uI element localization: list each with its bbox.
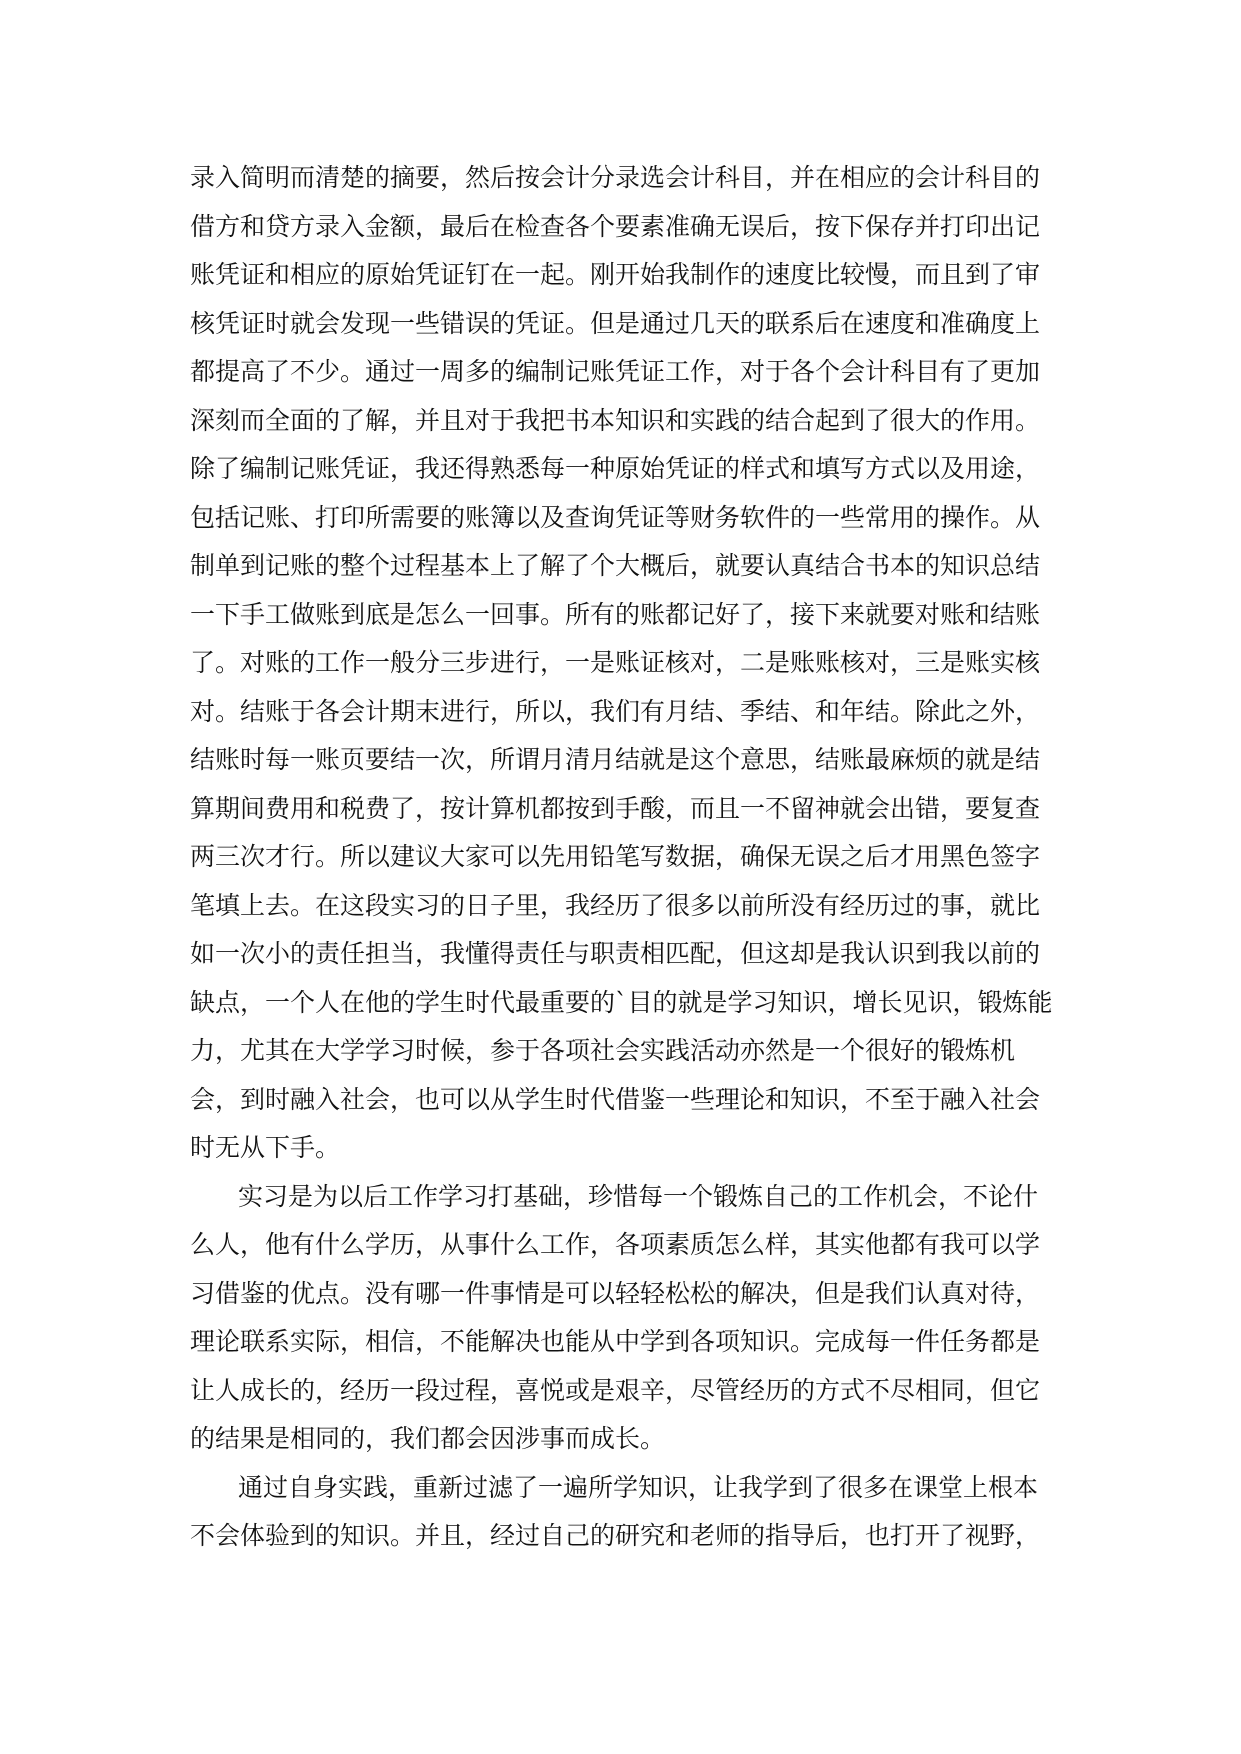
text-line: 核凭证时就会发现一些错误的凭证。但是通过几天的联系后在速度和准确度上 — [190, 308, 1041, 338]
text-line: 如一次小的责任担当，我懂得责任与职责相匹配，但这却是我认识到我以前的 — [190, 939, 1041, 968]
text-line: 一下手工做账到底是怎么一回事。所有的账都记好了，接下来就要对账和结账 — [190, 599, 1041, 629]
paragraph-first-line: 通过自身实践，重新过滤了一遍所学知识，让我学到了很多在课堂上根本 — [238, 1472, 1039, 1502]
document-body — [190, 154, 1053, 1561]
text-line: 借方和贷方录入金额，最后在检查各个要素准确无误后，按下保存并打印出记 — [190, 211, 1041, 241]
text-line: 账凭证和相应的原始凭证钉在一起。刚开始我制作的速度比较慢，而且到了审 — [190, 260, 1041, 289]
text-line: 包括记账、打印所需要的账簿以及查询凭证等财务软件的一些常用的操作。从 — [190, 502, 1041, 532]
text-line: 让人成长的，经历一段过程，喜悦或是艰辛，尽管经历的方式不尽相同，但它 — [190, 1375, 1041, 1405]
text-line: 不会体验到的知识。并且，经过自己的研究和老师的指导后，也打开了视野， — [190, 1521, 1041, 1550]
paragraph-first-line: 实习是为以后工作学习打基础，珍惜每一个锻炼自己的工作机会，不论什 — [238, 1181, 1039, 1211]
text-line: 深刻而全面的了解，并且对于我把书本知识和实践的结合起到了很大的作用。 — [190, 405, 1041, 435]
text-line: 习借鉴的优点。没有哪一件事情是可以轻轻松松的解决，但是我们认真对待， — [190, 1278, 1041, 1308]
text-line: 结账时每一账页要结一次，所谓月清月结就是这个意思，结账最麻烦的就是结 — [190, 745, 1041, 774]
text-line: 缺点，一个人在他的学生时代最重要的`目的就是学习知识，增长见识，锻炼能 — [190, 987, 1053, 1017]
text-line: 算期间费用和税费了，按计算机都按到手酸，而且一不留神就会出错，要复查 — [190, 793, 1041, 823]
text-line: 对。结账于各会计期末进行，所以，我们有月结、季结、和年结。除此之外， — [190, 696, 1041, 726]
text-line: 录入简明而清楚的摘要，然后按会计分录选会计科目，并在相应的会计科目的 — [190, 163, 1041, 192]
text-line: 都提高了不少。通过一周多的编制记账凭证工作，对于各个会计科目有了更加 — [190, 357, 1041, 386]
text-line: 理论联系实际，相信，不能解决也能从中学到各项知识。完成每一件任务都是 — [190, 1327, 1041, 1356]
text-line: 的结果是相同的，我们都会因涉事而成长。 — [190, 1424, 666, 1453]
text-line: 笔填上去。在这段实习的日子里，我经历了很多以前所没有经历过的事，就比 — [190, 890, 1041, 920]
text-line: 力，尤其在大学学习时候，参于各项社会实践活动亦然是一个很好的锻炼机 — [190, 1036, 1016, 1065]
text-line: 会，到时融入社会，也可以从学生时代借鉴一些理论和知识，不至于融入社会 — [190, 1084, 1041, 1114]
text-line: 了。对账的工作一般分三步进行，一是账证核对，二是账账核对，三是账实核 — [190, 648, 1041, 677]
text-line: 制单到记账的整个过程基本上了解了个大概后，就要认真结合书本的知识总结 — [190, 551, 1041, 580]
text-line: 么人，他有什么学历，从事什么工作，各项素质怎么样，其实他都有我可以学 — [190, 1230, 1041, 1259]
text-line: 时无从下手。 — [190, 1133, 341, 1162]
text-line: 两三次才行。所以建议大家可以先用铅笔写数据，确保无误之后才用黑色签字 — [190, 842, 1041, 871]
text-line: 除了编制记账凭证，我还得熟悉每一种原始凭证的样式和填写方式以及用途， — [190, 454, 1041, 483]
